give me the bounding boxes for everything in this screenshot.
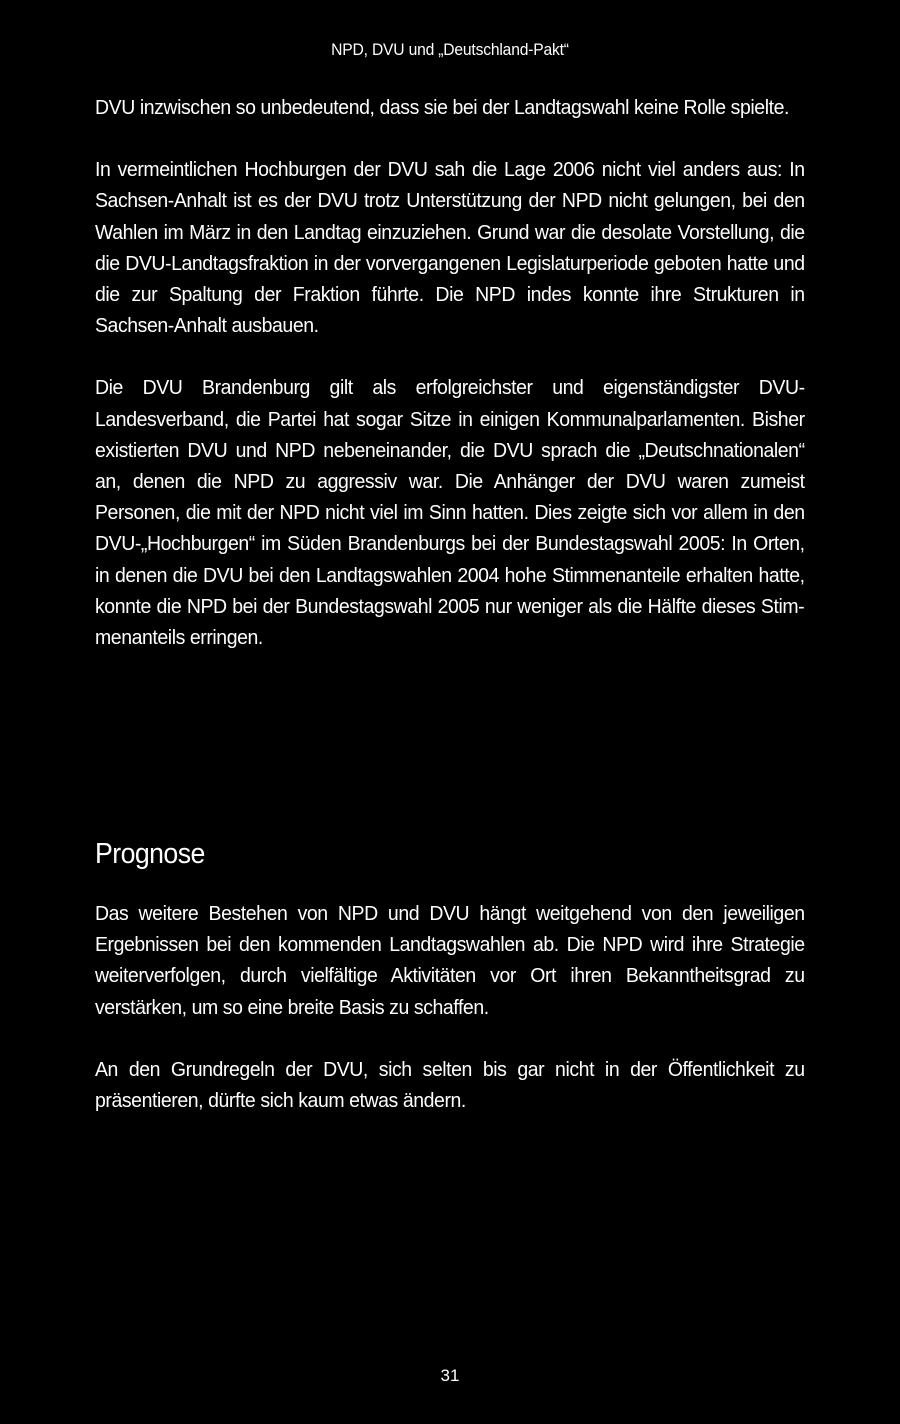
paragraph: In vermeintlichen Hochburgen der DVU sah die Lage 2006 nicht viel anders aus: In Sachsen-Anhalt ist es der DVU trotz Unterstützung der NPD nicht gelungen, bei den Wahlen im März in den Landtag einzuziehen. Grund war die desolate Vorstellung, die die DVU-Landtagsfraktion in der vorvergangenen Legislaturperiode geboten hatte und die zur Spaltung der Fraktion führte. Die NPD indes konnte ihre Strukturen in Sachsen-Anhalt ausbauen. <box>95 158 805 338</box>
paragraph: DVU inzwischen so unbedeutend, dass sie bei der Landtagswahl keine Rolle spielte. <box>95 96 789 119</box>
body-text <box>95 92 805 653</box>
paragraph: Die DVU Brandenburg gilt als erfolgreichster und eigenständigster DVU-Landesverband, die Partei hat sogar Sitze in einigen Kommunalparlamenten. Bisher existierten DVU und NPD nebeneinander, die DVU sprach die „Deutschnationalen“ an, denen die NPD zu aggressiv war. Die Anhänger der DVU waren zumeist Personen, die mit der NPD nicht viel im Sinn hatten. Dies zeigte sich vor allem in den DVU-„Hochburgen“ im Süden Brandenburgs bei der Bundestagswahl 2005: In Orten, in denen die DVU bei den Landtagswahlen 2004 hohe Stimmenanteile erhalten hatte, konnte die NPD bei der Bundestagswahl 2005 nur weniger als die Hälfte dieses Stimmenanteils erringen. <box>95 376 805 650</box>
paragraph: Das weitere Bestehen von NPD und DVU hängt weitgehend von den jeweiligen Ergebnissen bei den kommenden Landtagswahlen ab. Die NPD wird ihre Strategie weiterverfolgen, durch vielfältige Aktivitäten vor Ort ihren Bekanntheitsgrad zu verstärken, um so eine breite Basis zu schaffen. <box>95 902 805 1019</box>
paragraph: An den Grundregeln der DVU, sich selten bis gar nicht in der Öffentlichkeit zu präsentieren, dürfte sich kaum etwas ändern. <box>95 1057 805 1113</box>
section-heading: Prognose <box>95 838 205 870</box>
running-head: NPD, DVU und „Deutschland-Pakt“ <box>331 40 569 59</box>
page-number: 31 <box>440 1366 460 1385</box>
section-body <box>95 898 805 1116</box>
